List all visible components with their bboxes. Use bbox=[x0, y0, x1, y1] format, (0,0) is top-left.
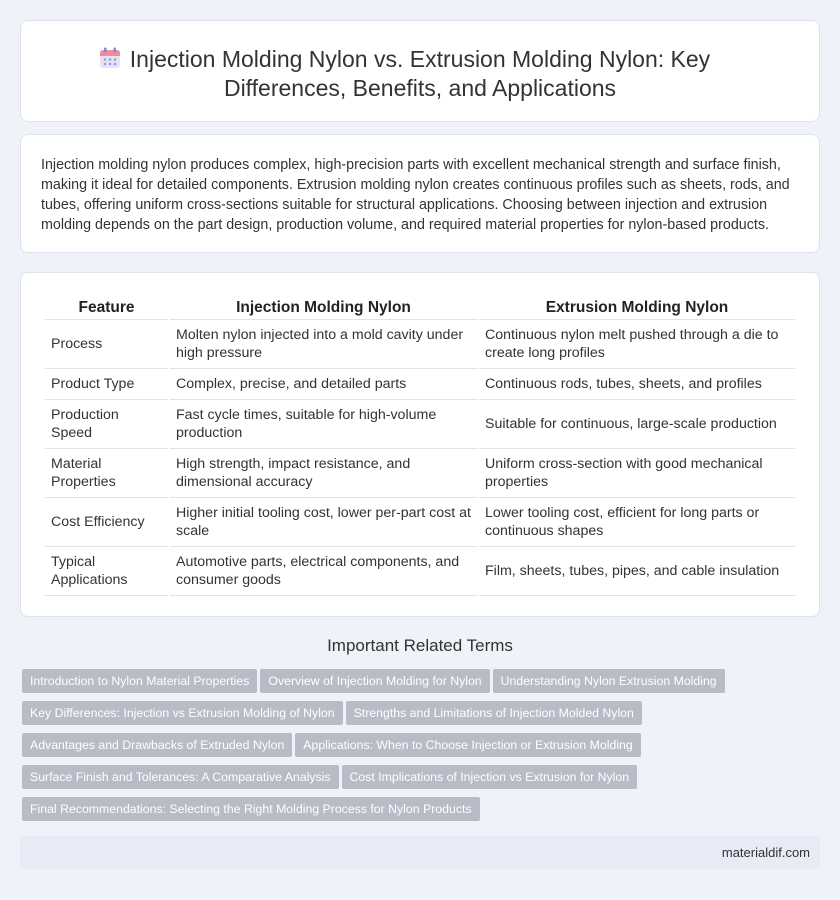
table-cell: Automotive parts, electrical components, and consumer goods bbox=[170, 547, 477, 596]
related-term-tag[interactable]: Understanding Nylon Extrusion Molding bbox=[493, 669, 725, 693]
table-cell: Material Properties bbox=[45, 449, 168, 498]
table-cell: Complex, precise, and detailed parts bbox=[170, 369, 477, 400]
intro-text: Injection molding nylon produces complex, high-precision parts with excellent mechanical strength and surface finish, making it ideal for detailed components. Extrusion molding nylon creates continuous profiles such as sheets, rods, and tubes, offering uniform cross-sections suitable for structural applications. Choosing between injection and extrusion molding depends on the part design, production volume, and required material properties for nylon-based products. bbox=[41, 157, 790, 233]
column-header-injection: Injection Molding Nylon bbox=[170, 293, 477, 320]
page-title: Injection Molding Nylon vs. Extrusion Molding Nylon: Key Differences, Benefits, and Applications bbox=[129, 46, 711, 101]
related-term-tag[interactable]: Cost Implications of Injection vs Extrusion for Nylon bbox=[342, 765, 638, 789]
related-term-tag[interactable]: Introduction to Nylon Material Properties bbox=[22, 669, 257, 693]
comparison-table bbox=[43, 293, 797, 596]
table-cell: High strength, impact resistance, and dimensional accuracy bbox=[170, 449, 477, 498]
table-row bbox=[45, 498, 795, 547]
table-row bbox=[45, 320, 795, 369]
table-cell: Typical Applications bbox=[45, 547, 168, 596]
intro-card bbox=[20, 134, 820, 253]
related-terms-list bbox=[22, 669, 782, 829]
table-row bbox=[45, 547, 795, 596]
comparison-table-card bbox=[20, 272, 820, 617]
table-cell: Cost Efficiency bbox=[45, 498, 168, 547]
table-row bbox=[45, 400, 795, 449]
related-term-tag[interactable]: Overview of Injection Molding for Nylon bbox=[260, 669, 489, 693]
site-name[interactable]: materialdif.com bbox=[721, 845, 810, 860]
table-cell: Production Speed bbox=[45, 400, 168, 449]
table-cell: Lower tooling cost, efficient for long parts or continuous shapes bbox=[479, 498, 795, 547]
column-header-feature: Feature bbox=[45, 293, 168, 320]
related-term-tag[interactable]: Strengths and Limitations of Injection Molded Nylon bbox=[346, 701, 642, 725]
table-cell: Continuous nylon melt pushed through a die to create long profiles bbox=[479, 320, 795, 369]
table-cell: Continuous rods, tubes, sheets, and profiles bbox=[479, 369, 795, 400]
related-term-tag[interactable]: Advantages and Drawbacks of Extruded Nylon bbox=[22, 733, 292, 757]
related-terms-title: Important Related Terms bbox=[327, 636, 513, 655]
table-row bbox=[45, 369, 795, 400]
related-term-tag[interactable]: Final Recommendations: Selecting the Right Molding Process for Nylon Products bbox=[22, 797, 480, 821]
table-cell: Uniform cross-section with good mechanical properties bbox=[479, 449, 795, 498]
related-term-tag[interactable]: Applications: When to Choose Injection or Extrusion Molding bbox=[295, 733, 640, 757]
table-cell: Process bbox=[45, 320, 168, 369]
footer bbox=[20, 836, 820, 869]
table-cell: Film, sheets, tubes, pipes, and cable insulation bbox=[479, 547, 795, 596]
table-cell: Fast cycle times, suitable for high-volume production bbox=[170, 400, 477, 449]
table-cell: Suitable for continuous, large-scale production bbox=[479, 400, 795, 449]
related-term-tag[interactable]: Key Differences: Injection vs Extrusion Molding of Nylon bbox=[22, 701, 343, 725]
table-cell: Product Type bbox=[45, 369, 168, 400]
table-cell: Higher initial tooling cost, lower per-part cost at scale bbox=[170, 498, 477, 547]
table-cell: Molten nylon injected into a mold cavity under high pressure bbox=[170, 320, 477, 369]
column-header-extrusion: Extrusion Molding Nylon bbox=[479, 293, 795, 320]
title-card bbox=[20, 20, 820, 122]
related-term-tag[interactable]: Surface Finish and Tolerances: A Comparative Analysis bbox=[22, 765, 339, 789]
table-row bbox=[45, 449, 795, 498]
table-header-row bbox=[45, 293, 795, 320]
